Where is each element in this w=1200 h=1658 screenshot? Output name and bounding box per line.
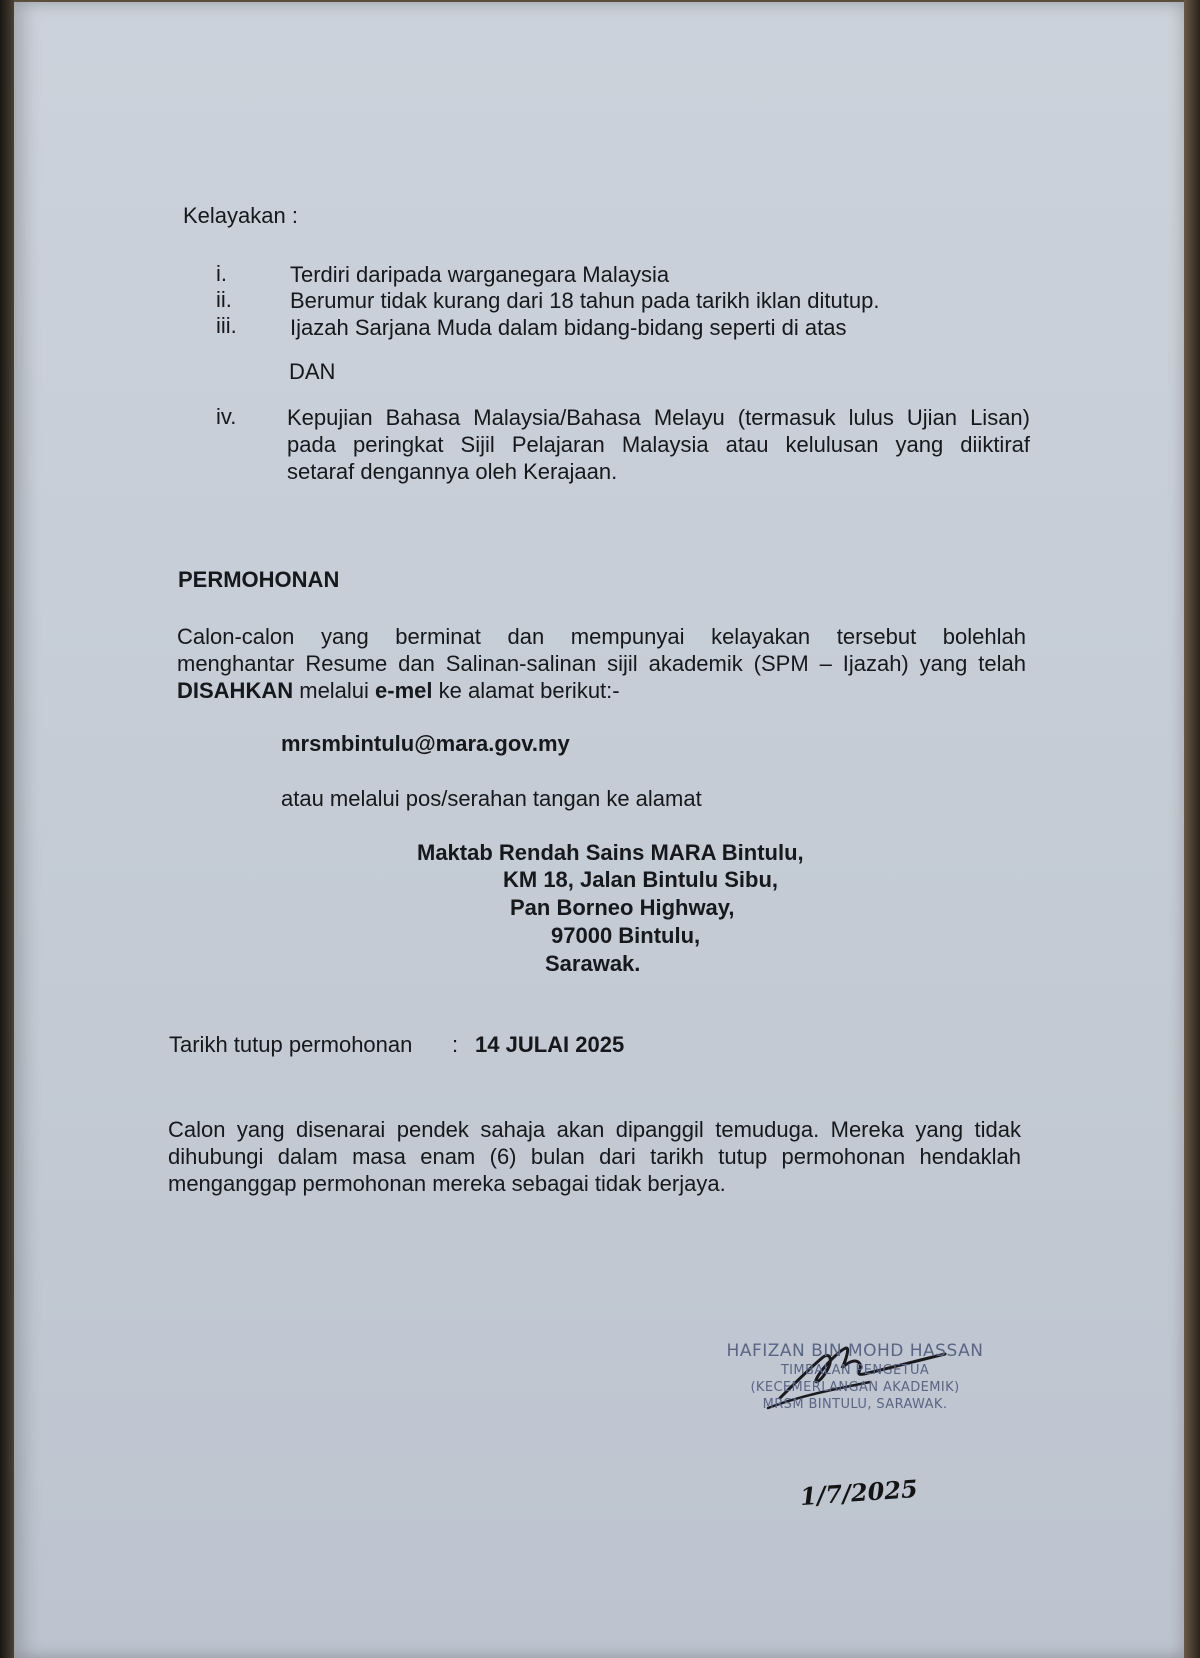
photo-right-edge [1184, 0, 1200, 1658]
text-line: menghantar Resume dan Salinan-salinan sijil akademik (SPM – Ijazah) yang telah [177, 651, 1026, 676]
closing-date-colon: : [452, 1032, 459, 1057]
text-line: Calon-calon yang berminat dan mempunyai kelayakan tersebut bolehlah [177, 624, 1026, 649]
permohonan-paragraph [177, 623, 1026, 704]
address-line: Maktab Rendah Sains MARA Bintulu, [417, 840, 804, 865]
handwritten-date: 1/7/2025 [799, 1473, 919, 1512]
list-item-number: iii. [216, 313, 237, 338]
stamp-name: HAFIZAN BIN MOHD HASSAN [726, 1341, 984, 1361]
text-line: dihubungi dalam masa enam (6) bulan dari tarikh tutup permohonan hendaklah [168, 1144, 1021, 1169]
closing-paragraph [168, 1116, 1021, 1197]
text-line [177, 677, 1026, 704]
email-address: mrsmbintulu@mara.gov.my [281, 731, 570, 756]
list-item-text: Ijazah Sarjana Muda dalam bidang-bidang seperti di atas [290, 315, 847, 340]
permohonan-heading: PERMOHONAN [178, 567, 340, 592]
address-line: KM 18, Jalan Bintulu Sibu, [503, 867, 779, 892]
address-line: Pan Borneo Highway, [510, 895, 735, 920]
stamp-school: MRSM BINTULU, SARAWAK. [762, 1397, 948, 1412]
text-line: pada peringkat Sijil Pelajaran Malaysia atau kelulusan yang diiktiraf [287, 432, 1030, 457]
list-item-text-iv [287, 404, 1030, 485]
text-fragment: melalui [293, 678, 376, 703]
emel-emphasis: e-mel [375, 678, 433, 703]
closing-date-label: Tarikh tutup permohonan [169, 1032, 413, 1057]
official-stamp [690, 1340, 1020, 1413]
text-line: setaraf dengannya oleh Kerajaan. [287, 459, 618, 484]
list-item-text: Berumur tidak kurang dari 18 tahun pada tarikh iklan ditutup. [290, 288, 880, 313]
list-item-number: iv. [216, 404, 237, 429]
text-line: Calon yang disenarai pendek sahaja akan dipanggil temuduga. Mereka yang tidak [168, 1117, 1021, 1142]
atau-line: atau melalui pos/serahan tangan ke alamat [281, 786, 702, 811]
disahkan-emphasis: DISAHKAN [177, 678, 294, 703]
dan-conjunction: DAN [289, 359, 336, 384]
list-item-number: i. [216, 261, 227, 286]
closing-date-value: 14 JULAI 2025 [475, 1032, 625, 1057]
stamp-department: (KECEMERLANGAN AKADEMIK) [750, 1380, 960, 1395]
photo-left-edge [0, 0, 14, 1658]
text-line: Kepujian Bahasa Malaysia/Bahasa Melayu (termasuk lulus Ujian Lisan) [287, 405, 1030, 430]
list-item-number: ii. [216, 287, 232, 312]
list-item-text: Terdiri daripada warganegara Malaysia [290, 262, 670, 287]
text-fragment: ke alamat berikut:- [432, 678, 620, 703]
kelayakan-heading: Kelayakan : [183, 203, 298, 228]
address-line: 97000 Bintulu, [551, 923, 701, 948]
address-line: Sarawak. [545, 951, 641, 976]
stamp-title: TIMBALAN PENGETUA [780, 1363, 930, 1378]
text-line: menganggap permohonan mereka sebagai tidak berjaya. [168, 1171, 726, 1196]
